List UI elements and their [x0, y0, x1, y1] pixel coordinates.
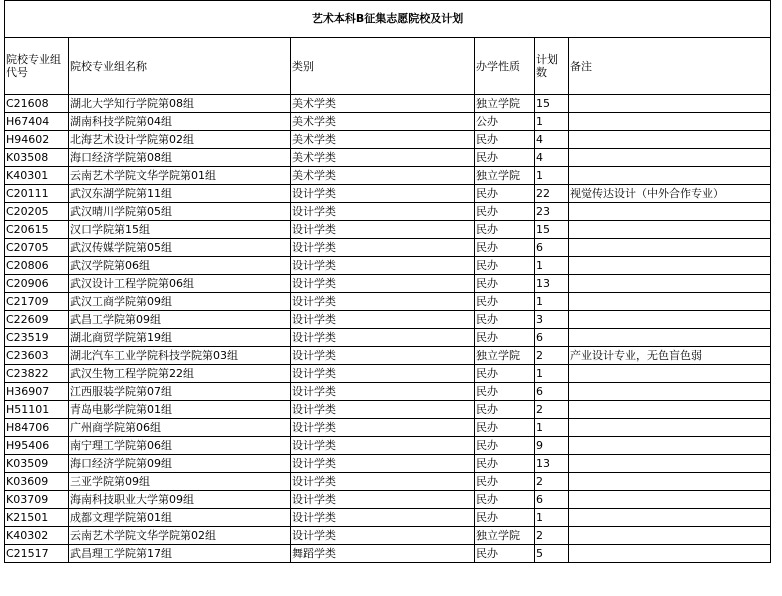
cell-plan-count: 4	[535, 149, 569, 167]
cell-plan-count: 23	[535, 203, 569, 221]
cell-group-name: 南宁理工学院第06组	[69, 437, 291, 455]
cell-remarks	[569, 365, 771, 383]
cell-group-code: C23603	[5, 347, 69, 365]
cell-school-type: 民办	[475, 365, 535, 383]
cell-remarks	[569, 383, 771, 401]
cell-remarks	[569, 167, 771, 185]
cell-plan-count: 13	[535, 455, 569, 473]
cell-remarks	[569, 437, 771, 455]
table-row	[5, 257, 771, 275]
cell-category: 美术学类	[291, 131, 475, 149]
cell-group-code: H51101	[5, 401, 69, 419]
cell-remarks	[569, 95, 771, 113]
cell-group-name: 武昌理工学院第17组	[69, 545, 291, 563]
cell-category: 设计学类	[291, 383, 475, 401]
table-row	[5, 527, 771, 545]
cell-group-name: 三亚学院第09组	[69, 473, 291, 491]
cell-group-name: 云南艺术学院文华学院第01组	[69, 167, 291, 185]
cell-plan-count: 6	[535, 383, 569, 401]
cell-group-code: C23519	[5, 329, 69, 347]
cell-category: 设计学类	[291, 347, 475, 365]
cell-school-type: 民办	[475, 491, 535, 509]
cell-remarks	[569, 509, 771, 527]
cell-category: 设计学类	[291, 437, 475, 455]
cell-plan-count: 4	[535, 131, 569, 149]
cell-remarks	[569, 329, 771, 347]
table-row	[5, 455, 771, 473]
cell-plan-count: 2	[535, 473, 569, 491]
cell-remarks	[569, 545, 771, 563]
cell-group-name: 北海艺术设计学院第02组	[69, 131, 291, 149]
cell-category: 设计学类	[291, 527, 475, 545]
table-row	[5, 491, 771, 509]
cell-group-code: H67404	[5, 113, 69, 131]
cell-school-type: 民办	[475, 437, 535, 455]
cell-school-type: 独立学院	[475, 167, 535, 185]
table-row	[5, 275, 771, 293]
cell-school-type: 民办	[475, 419, 535, 437]
cell-group-name: 海南科技职业大学第09组	[69, 491, 291, 509]
cell-remarks	[569, 221, 771, 239]
table-row	[5, 329, 771, 347]
cell-school-type: 民办	[475, 149, 535, 167]
cell-remarks: 产业设计专业，无色盲色弱	[569, 347, 771, 365]
cell-plan-count: 1	[535, 293, 569, 311]
cell-remarks	[569, 239, 771, 257]
table-row	[5, 365, 771, 383]
table-row	[5, 113, 771, 131]
cell-remarks	[569, 293, 771, 311]
table-row	[5, 401, 771, 419]
cell-category: 设计学类	[291, 239, 475, 257]
cell-group-name: 武昌工学院第09组	[69, 311, 291, 329]
table-row	[5, 131, 771, 149]
cell-category: 设计学类	[291, 311, 475, 329]
cell-plan-count: 9	[535, 437, 569, 455]
cell-remarks	[569, 473, 771, 491]
table-row	[5, 149, 771, 167]
cell-plan-count: 2	[535, 347, 569, 365]
cell-plan-count: 1	[535, 509, 569, 527]
cell-group-name: 湖北商贸学院第19组	[69, 329, 291, 347]
cell-group-code: H84706	[5, 419, 69, 437]
column-header-remarks: 备注	[569, 38, 771, 95]
cell-school-type: 民办	[475, 131, 535, 149]
cell-group-name: 海口经济学院第08组	[69, 149, 291, 167]
cell-group-name: 江西服装学院第07组	[69, 383, 291, 401]
cell-category: 设计学类	[291, 419, 475, 437]
table-row	[5, 311, 771, 329]
cell-remarks	[569, 275, 771, 293]
cell-group-name: 武汉学院第06组	[69, 257, 291, 275]
table-row	[5, 473, 771, 491]
cell-group-code: C20705	[5, 239, 69, 257]
cell-plan-count: 1	[535, 419, 569, 437]
cell-school-type: 民办	[475, 185, 535, 203]
cell-group-code: K03509	[5, 455, 69, 473]
cell-group-code: H95406	[5, 437, 69, 455]
cell-group-code: C21709	[5, 293, 69, 311]
cell-school-type: 公办	[475, 113, 535, 131]
cell-remarks	[569, 311, 771, 329]
cell-group-code: K40302	[5, 527, 69, 545]
cell-school-type: 独立学院	[475, 347, 535, 365]
cell-school-type: 民办	[475, 401, 535, 419]
table-row	[5, 347, 771, 365]
cell-category: 设计学类	[291, 473, 475, 491]
cell-category: 设计学类	[291, 329, 475, 347]
cell-group-name: 湖南科技学院第04组	[69, 113, 291, 131]
cell-plan-count: 1	[535, 167, 569, 185]
cell-category: 设计学类	[291, 509, 475, 527]
cell-category: 设计学类	[291, 491, 475, 509]
cell-category: 设计学类	[291, 455, 475, 473]
cell-school-type: 民办	[475, 275, 535, 293]
cell-group-name: 武汉设计工程学院第06组	[69, 275, 291, 293]
cell-category: 舞蹈学类	[291, 545, 475, 563]
cell-group-code: C20806	[5, 257, 69, 275]
cell-group-name: 青岛电影学院第01组	[69, 401, 291, 419]
cell-group-code: K40301	[5, 167, 69, 185]
cell-group-code: H94602	[5, 131, 69, 149]
cell-plan-count: 6	[535, 329, 569, 347]
cell-group-name: 汉口学院第15组	[69, 221, 291, 239]
cell-plan-count: 1	[535, 257, 569, 275]
cell-category: 设计学类	[291, 365, 475, 383]
cell-plan-count: 1	[535, 113, 569, 131]
column-header-plan-count: 计划数	[535, 38, 569, 95]
cell-group-code: H36907	[5, 383, 69, 401]
cell-plan-count: 6	[535, 491, 569, 509]
cell-group-name: 广州商学院第06组	[69, 419, 291, 437]
cell-remarks	[569, 257, 771, 275]
cell-category: 美术学类	[291, 167, 475, 185]
cell-plan-count: 15	[535, 95, 569, 113]
column-header-group-code: 院校专业组代号	[5, 38, 69, 95]
table-row	[5, 203, 771, 221]
cell-school-type: 民办	[475, 455, 535, 473]
cell-group-code: C23822	[5, 365, 69, 383]
cell-school-type: 民办	[475, 509, 535, 527]
cell-group-name: 武汉工商学院第09组	[69, 293, 291, 311]
cell-group-code: C20906	[5, 275, 69, 293]
cell-remarks	[569, 491, 771, 509]
cell-group-code: C20111	[5, 185, 69, 203]
cell-school-type: 民办	[475, 545, 535, 563]
cell-category: 美术学类	[291, 95, 475, 113]
cell-group-name: 武汉生物工程学院第22组	[69, 365, 291, 383]
cell-group-code: C20615	[5, 221, 69, 239]
cell-group-name: 湖北大学知行学院第08组	[69, 95, 291, 113]
cell-plan-count: 15	[535, 221, 569, 239]
cell-category: 设计学类	[291, 401, 475, 419]
cell-remarks	[569, 131, 771, 149]
cell-category: 设计学类	[291, 221, 475, 239]
table-row	[5, 437, 771, 455]
cell-school-type: 民办	[475, 257, 535, 275]
cell-group-code: C21517	[5, 545, 69, 563]
cell-plan-count: 5	[535, 545, 569, 563]
cell-group-name: 海口经济学院第09组	[69, 455, 291, 473]
cell-group-name: 武汉东湖学院第11组	[69, 185, 291, 203]
table-title-row	[5, 1, 771, 38]
cell-school-type: 独立学院	[475, 95, 535, 113]
cell-category: 设计学类	[291, 185, 475, 203]
cell-group-name: 成都文理学院第01组	[69, 509, 291, 527]
cell-remarks	[569, 149, 771, 167]
cell-category: 设计学类	[291, 293, 475, 311]
cell-plan-count: 2	[535, 401, 569, 419]
cell-group-code: K03609	[5, 473, 69, 491]
cell-group-code: C21608	[5, 95, 69, 113]
cell-plan-count: 2	[535, 527, 569, 545]
cell-remarks	[569, 113, 771, 131]
table-body	[5, 95, 771, 563]
table-row	[5, 185, 771, 203]
cell-category: 美术学类	[291, 149, 475, 167]
cell-category: 设计学类	[291, 203, 475, 221]
cell-category: 设计学类	[291, 257, 475, 275]
cell-school-type: 民办	[475, 329, 535, 347]
table-row	[5, 221, 771, 239]
cell-plan-count: 6	[535, 239, 569, 257]
cell-group-name: 湖北汽车工业学院科技学院第03组	[69, 347, 291, 365]
cell-remarks	[569, 419, 771, 437]
table-row	[5, 95, 771, 113]
cell-group-code: K03508	[5, 149, 69, 167]
cell-school-type: 民办	[475, 239, 535, 257]
table-row	[5, 239, 771, 257]
cell-school-type: 民办	[475, 221, 535, 239]
cell-school-type: 民办	[475, 311, 535, 329]
cell-group-code: C20205	[5, 203, 69, 221]
cell-group-name: 云南艺术学院文华学院第02组	[69, 527, 291, 545]
cell-remarks	[569, 527, 771, 545]
cell-school-type: 民办	[475, 293, 535, 311]
cell-school-type: 独立学院	[475, 527, 535, 545]
cell-remarks	[569, 401, 771, 419]
cell-group-code: K21501	[5, 509, 69, 527]
cell-group-code: K03709	[5, 491, 69, 509]
cell-remarks	[569, 203, 771, 221]
table-header-row	[5, 38, 771, 95]
cell-remarks	[569, 455, 771, 473]
table-row	[5, 419, 771, 437]
table-row	[5, 509, 771, 527]
table-row	[5, 293, 771, 311]
cell-school-type: 民办	[475, 383, 535, 401]
cell-remarks: 视觉传达设计（中外合作专业）	[569, 185, 771, 203]
table-row	[5, 545, 771, 563]
cell-school-type: 民办	[475, 473, 535, 491]
column-header-category: 类别	[291, 38, 475, 95]
page-title: 艺术本科B征集志愿院校及计划	[5, 1, 771, 38]
cell-group-name: 武汉晴川学院第05组	[69, 203, 291, 221]
cell-plan-count: 22	[535, 185, 569, 203]
cell-school-type: 民办	[475, 203, 535, 221]
cell-group-name: 武汉传媒学院第05组	[69, 239, 291, 257]
cell-plan-count: 1	[535, 365, 569, 383]
cell-group-code: C22609	[5, 311, 69, 329]
column-header-group-name: 院校专业组名称	[69, 38, 291, 95]
enrollment-plan-table	[4, 0, 771, 563]
cell-category: 设计学类	[291, 275, 475, 293]
table-row	[5, 383, 771, 401]
column-header-school-type: 办学性质	[475, 38, 535, 95]
table-row	[5, 167, 771, 185]
cell-category: 美术学类	[291, 113, 475, 131]
cell-plan-count: 13	[535, 275, 569, 293]
cell-plan-count: 3	[535, 311, 569, 329]
